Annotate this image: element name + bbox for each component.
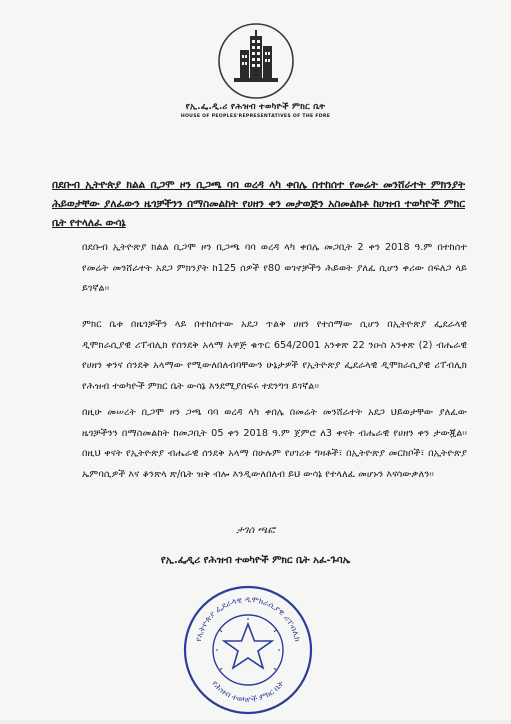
org-name-english: HOUSE OF PEOPLES'REPRESENTATIVES OF THE FDRE [180, 114, 331, 119]
seal-star-emblem-icon [224, 624, 272, 668]
paragraph-2: ምክር ቤቱ በዜጎቻችን ላይ በተከሰተው አደጋ ጥልቅ ሀዘን የተሰማው ሲሆን በኢትዮጵያ ፌደራላዊ ዲሞክራሲያዊ ሪፐብሊክ የሰንደቅ አላማ አዋጅ ቁጥር 654/2001 አንቀጽ 22 ንዑስ አንቀጽ (2) ብሔራዊ የሀዘን ቀንና ሰንደቅ አላማው የሚውለበለብባቸውን ሁኔታዎች የኢትዮጵያ ፌደራላዊ ዲሞክራሲያዊ ሪፐብሊክ የሕዝብ ተወካዮች ምክር ቤት ውሳኔ እንደሚያሰፍሩ ተደንግጎ ይገኛል፡፡ [82, 319, 467, 392]
parliament-building-logo-icon [214, 22, 298, 100]
signature-name: ታገሰ ጫፎ [236, 525, 275, 536]
paragraph-3: በዚሁ መሠረት ቢጋሞ ዞን ጋጫ ባባ ወረዳ ላካ ቀበሌ በመሬት መንሸራተት አደጋ ህይወታቸው ያለፈው ዜጎቻችንን በማስመልከት ከመጋቢት 05 ቀን 2018 ዓ.ም ጀምሮ ለ3 ቀናት ብሔራዊ የሀዘን ቀን ታውጇል፡፡ በዚህ ቀናት የኢትዮጵያ ብሔራዊ ሰንደቅ አላማ በሁሉም የሀገሪቱ ግዛቶች፣ በኢትዮጵያ መርከቦች፣ በኢትዮጵያ ኤምባሲዎች እና ቆንጽላ ጽ/ቤት ዝቅ ብሎ እንዲውለበለብ ይህ ውሳኔ የተላለፈ መሆኑን እናሳውቃለን፡፡ [82, 407, 467, 480]
seal-bottom-text: የሕዝብ ተወካዮች ምክር ቤት [210, 678, 286, 705]
paragraph-1: በደቡብ ኢትዮጵያ ክልል ቢጋሞ ዞን ቢጋጫ ባባ ወረዳ ላካ ቀበሌ መጋቢት 2 ቀን 2018 ዓ.ም በተከሰተ የመሬት መንሸራተት አደጋ ምክንያት ከ125 ሰዎች የ80 ወገኖቻችን ሕይወት ያለፈ ሲሆን ቀሪው በፍለጋ ላይ ይገኛል፡፡ [82, 242, 467, 294]
svg-text:የሕዝብ ተወካዮች ምክር ቤት [210, 679, 286, 705]
letterhead [0, 22, 511, 119]
document-title: በደቡብ ኢትዮጵያ ክልል ቢጋሞ ዞን ቢጋጫ ባባ ወረዳ ላካ ቀበሌ በተከሰተ የመሬት መንሸራተት ምክንያት ሕይወታቸው ያለፈውን ዜጎቻችንን በማስመልከት የሀዘን ቀን መታወጅን አስመልክቶ ከሀዝብ ተወካዮች ምክር ቤት የተላለፈ ውሳኔ [52, 179, 465, 229]
signatory-title: የኢ.ፌዲሪ የሕዝብ ተወካዮች ምክር ቤት አፈ-ጉባኤ [160, 555, 351, 566]
org-name-amharic: የኢ.ፌ.ዲ.ሪ የሕዝብ ተወካዮች ምክር ቤት [185, 102, 326, 112]
official-seal [178, 580, 318, 724]
seal-top-text: የኢትዮጵያ ፌደራላዊ ዲሞክራሲያዊ ሪፐብሊክ [193, 594, 303, 643]
seal-outer-ring [185, 587, 311, 713]
